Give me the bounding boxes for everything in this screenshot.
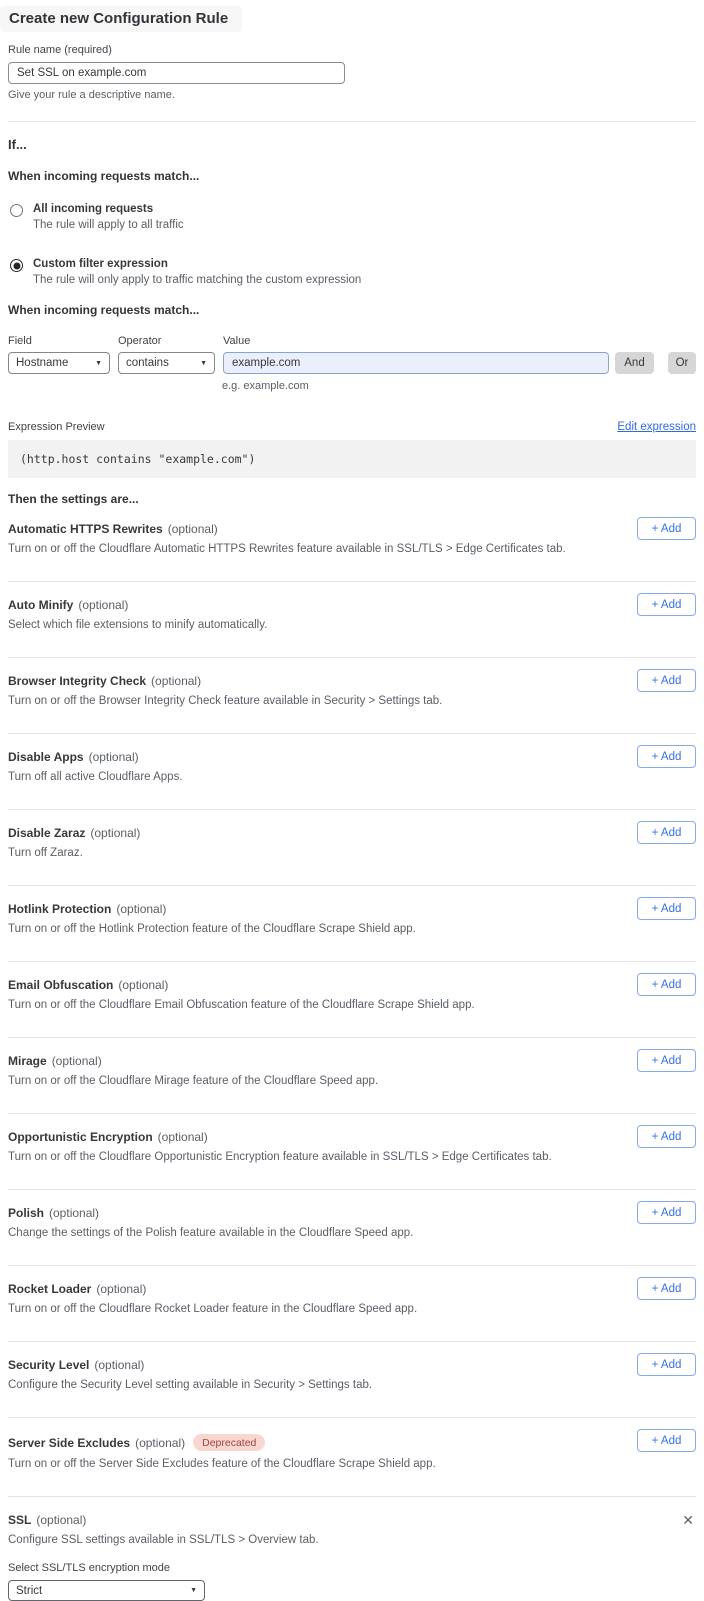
setting-description: Select which file extensions to minify automatically. <box>8 619 268 631</box>
setting-description: Turn off all active Cloudflare Apps. <box>8 771 183 783</box>
setting-item <box>8 658 696 734</box>
setting-optional-suffix: (optional) <box>94 1358 145 1372</box>
rule-name-label: Rule name (required) <box>8 44 112 56</box>
setting-item <box>8 1342 696 1418</box>
and-button[interactable]: And <box>615 352 654 374</box>
setting-name: Server Side Excludes <box>8 1435 131 1450</box>
value-input[interactable] <box>223 352 609 374</box>
setting-name: Disable Zaraz <box>8 826 86 840</box>
radio-description: The rule will only apply to traffic matching the custom expression <box>33 274 362 286</box>
chevron-down-icon: ▼ <box>190 1587 197 1594</box>
setting-item <box>8 1190 696 1266</box>
setting-title-row <box>8 1206 696 1220</box>
or-button[interactable]: Or <box>668 352 696 374</box>
setting-name: Email Obfuscation <box>8 978 114 992</box>
ssl-encryption-mode-value: Strict <box>16 1584 43 1597</box>
field-select-value: Hostname <box>16 357 69 369</box>
add-setting-button[interactable]: + Add <box>637 1201 696 1224</box>
then-settings-heading: Then the settings are... <box>8 492 139 506</box>
ssl-setting-section <box>8 1497 696 1601</box>
setting-name: SSL <box>8 1513 32 1527</box>
setting-item <box>8 506 696 582</box>
field-label: Field <box>8 335 32 347</box>
setting-title-row <box>8 826 696 840</box>
close-icon[interactable]: ✕ <box>682 1512 694 1528</box>
setting-optional-suffix: (optional) <box>157 1130 208 1144</box>
radio-button-icon[interactable] <box>10 259 23 272</box>
radio-custom-filter-expression[interactable] <box>8 258 696 286</box>
setting-title-row <box>8 598 696 612</box>
rule-name-input[interactable] <box>8 62 345 84</box>
setting-optional-suffix: (optional) <box>167 522 218 536</box>
setting-description: Turn on or off the Cloudflare Email Obfuscation feature of the Cloudflare Scrape Shield app. <box>8 999 475 1011</box>
setting-optional-suffix: (optional) <box>96 1282 147 1296</box>
setting-name: Polish <box>8 1206 45 1220</box>
setting-optional-suffix: (optional) <box>116 902 167 916</box>
settings-list <box>8 506 696 1497</box>
edit-expression-link[interactable]: Edit expression <box>617 421 696 433</box>
deprecated-badge: Deprecated <box>193 1434 265 1451</box>
add-setting-button[interactable]: + Add <box>637 1277 696 1300</box>
operator-select-value: contains <box>126 357 169 369</box>
if-heading: If... <box>8 137 27 152</box>
setting-item <box>8 886 696 962</box>
setting-description: Configure the Security Level setting available in Security > Settings tab. <box>8 1379 373 1391</box>
setting-description: Turn on or off the Cloudflare Automatic HTTPS Rewrites feature available in SSL/TLS > Edge Certificates tab. <box>8 543 566 555</box>
setting-item <box>8 734 696 810</box>
setting-description: Turn on or off the Browser Integrity Check feature available in Security > Settings tab. <box>8 695 443 707</box>
setting-title-row <box>8 1358 696 1372</box>
setting-optional-suffix: (optional) <box>88 750 139 764</box>
setting-description: Change the settings of the Polish feature available in the Cloudflare Speed app. <box>8 1227 414 1239</box>
setting-item <box>8 582 696 658</box>
setting-title-row <box>8 522 696 536</box>
setting-item <box>8 1038 696 1114</box>
add-setting-button[interactable]: + Add <box>637 821 696 844</box>
field-select[interactable] <box>8 352 110 374</box>
setting-description: Turn on or off the Server Side Excludes feature of the Cloudflare Scrape Shield app. <box>8 1458 436 1470</box>
expression-builder-heading: When incoming requests match... <box>8 303 200 317</box>
setting-name: Rocket Loader <box>8 1282 92 1296</box>
ssl-encryption-mode-label: Select SSL/TLS encryption mode <box>8 1562 171 1574</box>
setting-title-row <box>8 1434 696 1451</box>
setting-name: Disable Apps <box>8 750 84 764</box>
setting-name: Hotlink Protection <box>8 902 112 916</box>
radio-button-icon[interactable] <box>10 204 23 217</box>
value-hint: e.g. example.com <box>222 380 309 392</box>
radio-all-incoming-requests[interactable] <box>8 203 696 231</box>
setting-item <box>8 962 696 1038</box>
add-setting-button[interactable]: + Add <box>637 517 696 540</box>
operator-select[interactable] <box>118 352 215 374</box>
section-divider <box>8 121 696 122</box>
setting-description: Turn off Zaraz. <box>8 847 83 859</box>
radio-description: The rule will apply to all traffic <box>33 219 184 231</box>
setting-optional-suffix: (optional) <box>135 1435 186 1450</box>
setting-title-row <box>8 902 696 916</box>
request-match-radio-group <box>8 203 696 286</box>
setting-name: Mirage <box>8 1054 47 1068</box>
expression-builder-labels <box>8 335 696 347</box>
setting-title-row <box>8 1282 696 1296</box>
setting-name: Browser Integrity Check <box>8 674 147 688</box>
add-setting-button[interactable]: + Add <box>637 1125 696 1148</box>
setting-name: Opportunistic Encryption <box>8 1130 153 1144</box>
setting-optional-suffix: (optional) <box>118 978 169 992</box>
rule-name-field-group <box>8 44 696 101</box>
chevron-down-icon: ▼ <box>95 359 102 367</box>
setting-name: Auto Minify <box>8 598 74 612</box>
setting-item <box>8 1114 696 1190</box>
add-setting-button[interactable]: + Add <box>637 1353 696 1376</box>
add-setting-button[interactable]: + Add <box>637 973 696 996</box>
radio-label: Custom filter expression <box>33 258 168 270</box>
setting-title-row <box>8 1054 696 1068</box>
add-setting-button[interactable]: + Add <box>637 897 696 920</box>
setting-optional-suffix: (optional) <box>151 674 202 688</box>
setting-description: Turn on or off the Cloudflare Opportunistic Encryption feature available in SSL/TLS > Edge Certificates tab. <box>8 1151 552 1163</box>
setting-description: Turn on or off the Cloudflare Mirage feature of the Cloudflare Speed app. <box>8 1075 379 1087</box>
setting-title-row <box>8 978 696 992</box>
setting-optional-suffix: (optional) <box>51 1054 102 1068</box>
setting-description: Configure SSL settings available in SSL/TLS > Overview tab. <box>8 1534 319 1546</box>
rule-name-help: Give your rule a descriptive name. <box>8 89 175 101</box>
setting-optional-suffix: (optional) <box>49 1206 100 1220</box>
chevron-down-icon: ▼ <box>200 359 207 367</box>
setting-title-row <box>8 674 696 688</box>
setting-description: Turn on or off the Cloudflare Rocket Loader feature in the Cloudflare Speed app. <box>8 1303 418 1315</box>
setting-name: Security Level <box>8 1358 90 1372</box>
setting-description: Turn on or off the Hotlink Protection feature of the Cloudflare Scrape Shield app. <box>8 923 416 935</box>
add-setting-button[interactable]: + Add <box>637 1049 696 1072</box>
incoming-requests-match-heading: When incoming requests match... <box>8 169 200 183</box>
setting-optional-suffix: (optional) <box>36 1513 87 1527</box>
setting-item <box>8 810 696 886</box>
setting-optional-suffix: (optional) <box>90 826 141 840</box>
setting-title-row <box>8 750 696 764</box>
setting-item <box>8 1266 696 1342</box>
expression-preview-label: Expression Preview <box>8 421 105 433</box>
setting-optional-suffix: (optional) <box>78 598 129 612</box>
add-setting-button[interactable]: + Add <box>637 669 696 692</box>
page-title: Create new Configuration Rule <box>0 6 242 32</box>
setting-item <box>8 1418 696 1497</box>
ssl-encryption-mode-select[interactable] <box>8 1580 205 1601</box>
operator-label: Operator <box>118 335 162 347</box>
add-setting-button[interactable]: + Add <box>637 1429 696 1452</box>
expression-preview-header <box>8 421 696 433</box>
add-setting-button[interactable]: + Add <box>637 745 696 768</box>
setting-name: Automatic HTTPS Rewrites <box>8 522 163 536</box>
radio-label: All incoming requests <box>33 203 154 215</box>
setting-title-row <box>8 1130 696 1144</box>
expression-preview-code: (http.host contains "example.com") <box>8 440 696 478</box>
add-setting-button[interactable]: + Add <box>637 593 696 616</box>
create-configuration-rule-page <box>0 6 704 1601</box>
expression-builder-row <box>8 352 696 374</box>
value-label: Value <box>223 335 251 347</box>
setting-title-row <box>8 1513 696 1527</box>
